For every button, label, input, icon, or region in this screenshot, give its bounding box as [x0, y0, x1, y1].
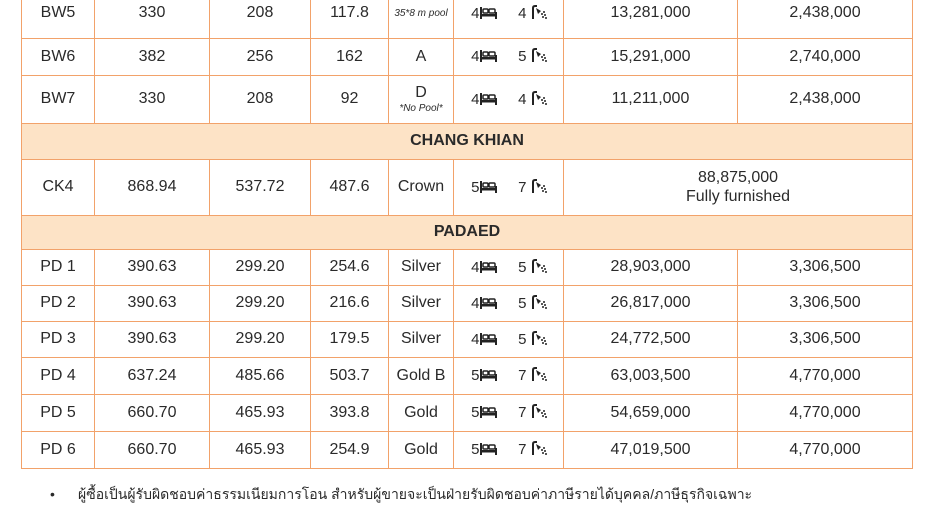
table-row	[22, 250, 913, 286]
usable-area: 162	[311, 39, 389, 76]
price-value: 13,281,000	[564, 0, 738, 39]
building-area: 537.72	[210, 160, 311, 216]
unit-code: CK4	[22, 160, 95, 216]
price-cell	[564, 160, 913, 216]
type-cell	[389, 76, 454, 124]
bedroom-count: 5	[471, 404, 480, 422]
unit-code: PD 5	[22, 395, 95, 432]
bedroom-count: 5	[471, 441, 480, 459]
type-cell	[389, 358, 454, 395]
rooms-cell	[454, 0, 564, 39]
extra-value: 3,306,500	[738, 322, 913, 358]
rooms-cell	[454, 395, 564, 432]
type-cell	[389, 39, 454, 76]
unit-code: PD 4	[22, 358, 95, 395]
usable-area: 216.6	[311, 286, 389, 322]
building-area: 256	[210, 39, 311, 76]
bathroom-count: 7	[518, 367, 527, 385]
usable-area: 117.8	[311, 0, 389, 39]
unit-type: Silver	[400, 330, 441, 348]
usable-area: 92	[311, 76, 389, 124]
extra-value: 4,770,000	[738, 358, 913, 395]
type-cell	[389, 322, 454, 358]
bed-icon	[479, 331, 498, 348]
table-row	[22, 432, 913, 469]
bed-icon	[479, 404, 498, 421]
unit-type: A	[415, 47, 427, 65]
price-value: 88,875,000	[697, 169, 779, 187]
rooms-cell	[454, 432, 564, 469]
bed-icon	[479, 441, 498, 458]
building-area: 299.20	[210, 286, 311, 322]
bathroom-count: 7	[518, 404, 527, 422]
table-row	[22, 286, 913, 322]
bathroom-count: 4	[518, 4, 527, 22]
rooms-cell	[454, 76, 564, 124]
section-header-row	[22, 124, 913, 160]
unit-type: Silver	[400, 294, 441, 312]
table-row	[22, 0, 913, 39]
bathroom-count: 5	[518, 48, 527, 66]
section-title: CHANG KHIAN	[22, 124, 913, 160]
rooms-cell	[454, 322, 564, 358]
rooms-cell	[454, 39, 564, 76]
price-note: Fully furnished	[685, 187, 791, 205]
price-value: 24,772,500	[564, 322, 738, 358]
shower-icon	[531, 367, 548, 384]
type-cell	[389, 160, 454, 216]
unit-type: Gold B	[396, 366, 446, 384]
land-area: 660.70	[95, 432, 210, 469]
extra-value: 2,438,000	[738, 76, 913, 124]
unit-code: PD 6	[22, 432, 95, 469]
unit-code: BW5	[22, 0, 95, 39]
table-row	[22, 358, 913, 395]
type-cell	[389, 432, 454, 469]
bathroom-count: 5	[518, 330, 527, 348]
bathroom-count: 5	[518, 294, 527, 312]
type-cell	[389, 395, 454, 432]
bullet-icon: •	[50, 486, 55, 502]
building-area: 485.66	[210, 358, 311, 395]
land-area: 868.94	[95, 160, 210, 216]
footnote-text: ผู้ซื้อเป็นผู้รับผิดชอบค่าธรรมเนียมการโอน สำหรับผู้ขายจะเป็นฝ่ายรับผิดชอบค่าภาษีรายได้บุคคล/ภาษีธุรกิจเฉพาะ	[78, 486, 753, 502]
bed-icon	[479, 259, 498, 276]
unit-type: Silver	[400, 258, 441, 276]
unit-type: Gold	[404, 440, 438, 458]
shower-icon	[531, 91, 548, 108]
rooms-cell	[454, 250, 564, 286]
shower-icon	[531, 259, 548, 276]
shower-icon	[531, 404, 548, 421]
rooms-cell	[454, 286, 564, 322]
unit-code: PD 1	[22, 250, 95, 286]
rooms-cell	[454, 358, 564, 395]
shower-icon	[531, 48, 548, 65]
shower-icon	[531, 441, 548, 458]
bedroom-count: 4	[471, 330, 480, 348]
bed-icon	[479, 367, 498, 384]
bedroom-count: 4	[471, 4, 480, 22]
shower-icon	[531, 295, 548, 312]
usable-area: 179.5	[311, 322, 389, 358]
type-cell	[389, 286, 454, 322]
bed-icon	[479, 48, 498, 65]
table-row	[22, 395, 913, 432]
shower-icon	[531, 5, 548, 22]
bed-icon	[479, 179, 498, 196]
shower-icon	[531, 179, 548, 196]
footnote	[50, 484, 752, 506]
usable-area: 254.9	[311, 432, 389, 469]
bedroom-count: 4	[471, 258, 480, 276]
land-area: 330	[95, 0, 210, 39]
extra-value: 2,438,000	[738, 0, 913, 39]
extra-value: 2,740,000	[738, 39, 913, 76]
usable-area: 393.8	[311, 395, 389, 432]
type-cell	[389, 250, 454, 286]
bathroom-count: 5	[518, 258, 527, 276]
section-title: PADAED	[22, 216, 913, 250]
land-area: 330	[95, 76, 210, 124]
rooms-cell	[454, 160, 564, 216]
land-area: 660.70	[95, 395, 210, 432]
unit-code: BW6	[22, 39, 95, 76]
unit-type: Gold	[404, 403, 438, 421]
bed-icon	[479, 91, 498, 108]
price-value: 54,659,000	[564, 395, 738, 432]
usable-area: 487.6	[311, 160, 389, 216]
extra-value: 3,306,500	[738, 286, 913, 322]
building-area: 208	[210, 76, 311, 124]
price-value: 15,291,000	[564, 39, 738, 76]
bed-icon	[479, 5, 498, 22]
bedroom-count: 4	[471, 48, 480, 66]
unit-code: PD 2	[22, 286, 95, 322]
price-value: 63,003,500	[564, 358, 738, 395]
unit-type-note: *No Pool*	[399, 102, 443, 114]
price-table	[21, 0, 913, 469]
bedroom-count: 5	[471, 178, 480, 196]
building-area: 465.93	[210, 432, 311, 469]
usable-area: 503.7	[311, 358, 389, 395]
type-cell	[389, 0, 454, 39]
bed-icon	[479, 295, 498, 312]
section-header-row	[22, 216, 913, 250]
bedroom-count: 4	[471, 90, 480, 108]
unit-type: D	[415, 84, 427, 102]
bedroom-count: 5	[471, 367, 480, 385]
extra-value: 4,770,000	[738, 395, 913, 432]
table-row	[22, 160, 913, 216]
table-row	[22, 39, 913, 76]
land-area: 390.63	[95, 286, 210, 322]
land-area: 390.63	[95, 322, 210, 358]
unit-type: Crown	[397, 178, 445, 196]
building-area: 208	[210, 0, 311, 39]
price-value: 47,019,500	[564, 432, 738, 469]
unit-type-note: 35*8 m pool	[394, 7, 448, 19]
building-area: 299.20	[210, 322, 311, 358]
building-area: 465.93	[210, 395, 311, 432]
building-area: 299.20	[210, 250, 311, 286]
bathroom-count: 4	[518, 90, 527, 108]
usable-area: 254.6	[311, 250, 389, 286]
bedroom-count: 4	[471, 294, 480, 312]
land-area: 390.63	[95, 250, 210, 286]
price-value: 26,817,000	[564, 286, 738, 322]
unit-code: PD 3	[22, 322, 95, 358]
unit-code: BW7	[22, 76, 95, 124]
land-area: 637.24	[95, 358, 210, 395]
shower-icon	[531, 331, 548, 348]
price-value: 11,211,000	[564, 76, 738, 124]
bathroom-count: 7	[518, 178, 527, 196]
table-row	[22, 76, 913, 124]
price-value: 28,903,000	[564, 250, 738, 286]
extra-value: 4,770,000	[738, 432, 913, 469]
table-row	[22, 322, 913, 358]
extra-value: 3,306,500	[738, 250, 913, 286]
bathroom-count: 7	[518, 441, 527, 459]
land-area: 382	[95, 39, 210, 76]
